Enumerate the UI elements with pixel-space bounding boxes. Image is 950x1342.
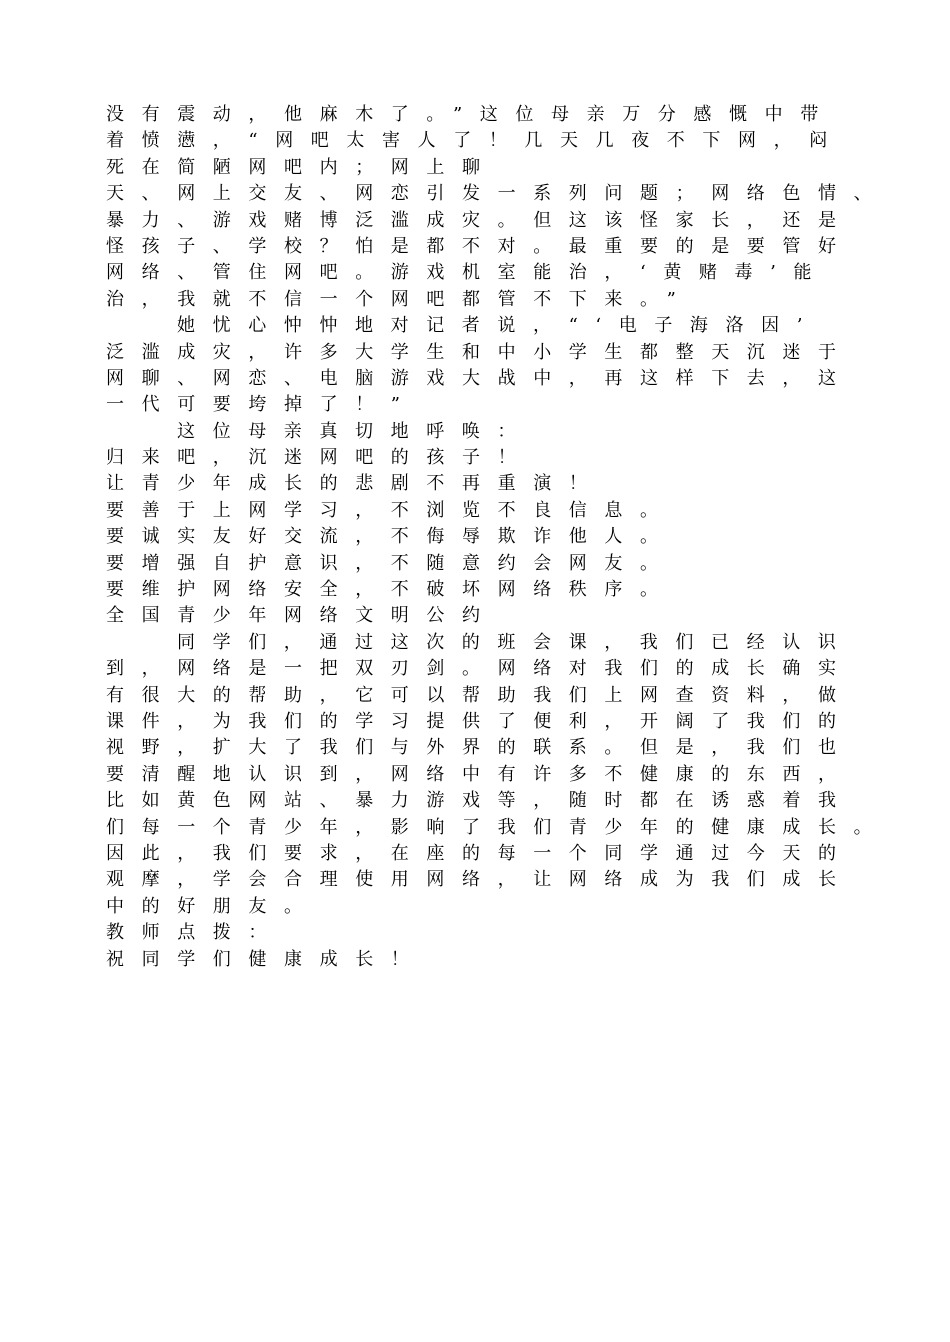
text-line: 要诚实友好交流，不侮辱欺诈他人。 bbox=[106, 526, 676, 548]
text-line: 教师点拨： bbox=[106, 922, 284, 944]
text-line: 天、网上交友、网恋引发一系列问题；网络色情、 bbox=[106, 183, 890, 205]
text-line: 她忧心忡忡地对记者说，“‘电子海洛因’ bbox=[177, 315, 821, 337]
text-line: 要维护网络安全，不破坏网络秩序。 bbox=[106, 579, 676, 601]
body-text bbox=[0, 102, 950, 973]
text-line: 让青少年成长的悲剧不再重演！ bbox=[106, 473, 605, 495]
text-line: 全国青少年网络文明公约 bbox=[106, 605, 498, 627]
text-line: 观摩，学会合理使用网络，让网络成为我们成长 bbox=[106, 869, 854, 891]
text-line: 泛滥成灾，许多大学生和中小学生都整天沉迷于 bbox=[106, 341, 854, 363]
text-line: 暴力、游戏赌博泛滥成灾。但这该怪家长，还是 bbox=[106, 209, 854, 231]
text-line: 课件，为我们的学习提供了便利，开阔了我们的 bbox=[106, 710, 854, 732]
text-line: 同学们，通过这次的班会课，我们已经认识 bbox=[177, 631, 854, 653]
text-line: 网络、管住网吧。游戏机室能治，‘黄赌毒’能 bbox=[106, 262, 830, 284]
text-line: 们每一个青少年，影响了我们青少年的健康成长。 bbox=[106, 816, 890, 838]
text-line: 这位母亲真切地呼唤： bbox=[177, 420, 533, 442]
text-line: 归来吧，沉迷网吧的孩子！ bbox=[106, 447, 534, 469]
text-line: 没有震动，他麻木了。”这位母亲万分感慨中带 bbox=[106, 104, 836, 125]
text-line: 网聊、网恋、电脑游戏大战中，再这样下去，这 bbox=[106, 367, 854, 389]
text-line: 中的好朋友。 bbox=[106, 895, 320, 917]
text-line: 有很大的帮助，它可以帮助我们上网查资料，做 bbox=[106, 684, 854, 706]
text-line: 治，我就不信一个网吧都管不下来。” bbox=[106, 288, 694, 310]
text-line: 到，网络是一把双刃剑。网络对我们的成长确实 bbox=[106, 658, 854, 680]
text-line: 祝同学们健康成长！ bbox=[106, 948, 427, 970]
text-line: 视野，扩大了我们与外界的联系。但是，我们也 bbox=[106, 737, 854, 759]
text-line: 着愤懑，“网吧太害人了！几天几夜不下网，闷 bbox=[106, 130, 845, 152]
text-line: 因此，我们要求，在座的每一个同学通过今天的 bbox=[106, 842, 854, 864]
text-line: 一代可要垮掉了！” bbox=[106, 394, 418, 416]
text-line: 怪孩子、学校？怕是都不对。最重要的是要管好 bbox=[106, 235, 854, 257]
text-line: 比如黄色网站、暴力游戏等，随时都在诱惑着我 bbox=[106, 790, 854, 812]
text-line: 要清醒地认识到，网络中有许多不健康的东西， bbox=[106, 763, 854, 785]
text-line: 死在简陋网吧内；网上聊 bbox=[106, 156, 498, 178]
text-line: 要善于上网学习，不浏览不良信息。 bbox=[106, 499, 676, 521]
text-line: 要增强自护意识，不随意约会网友。 bbox=[106, 552, 676, 574]
